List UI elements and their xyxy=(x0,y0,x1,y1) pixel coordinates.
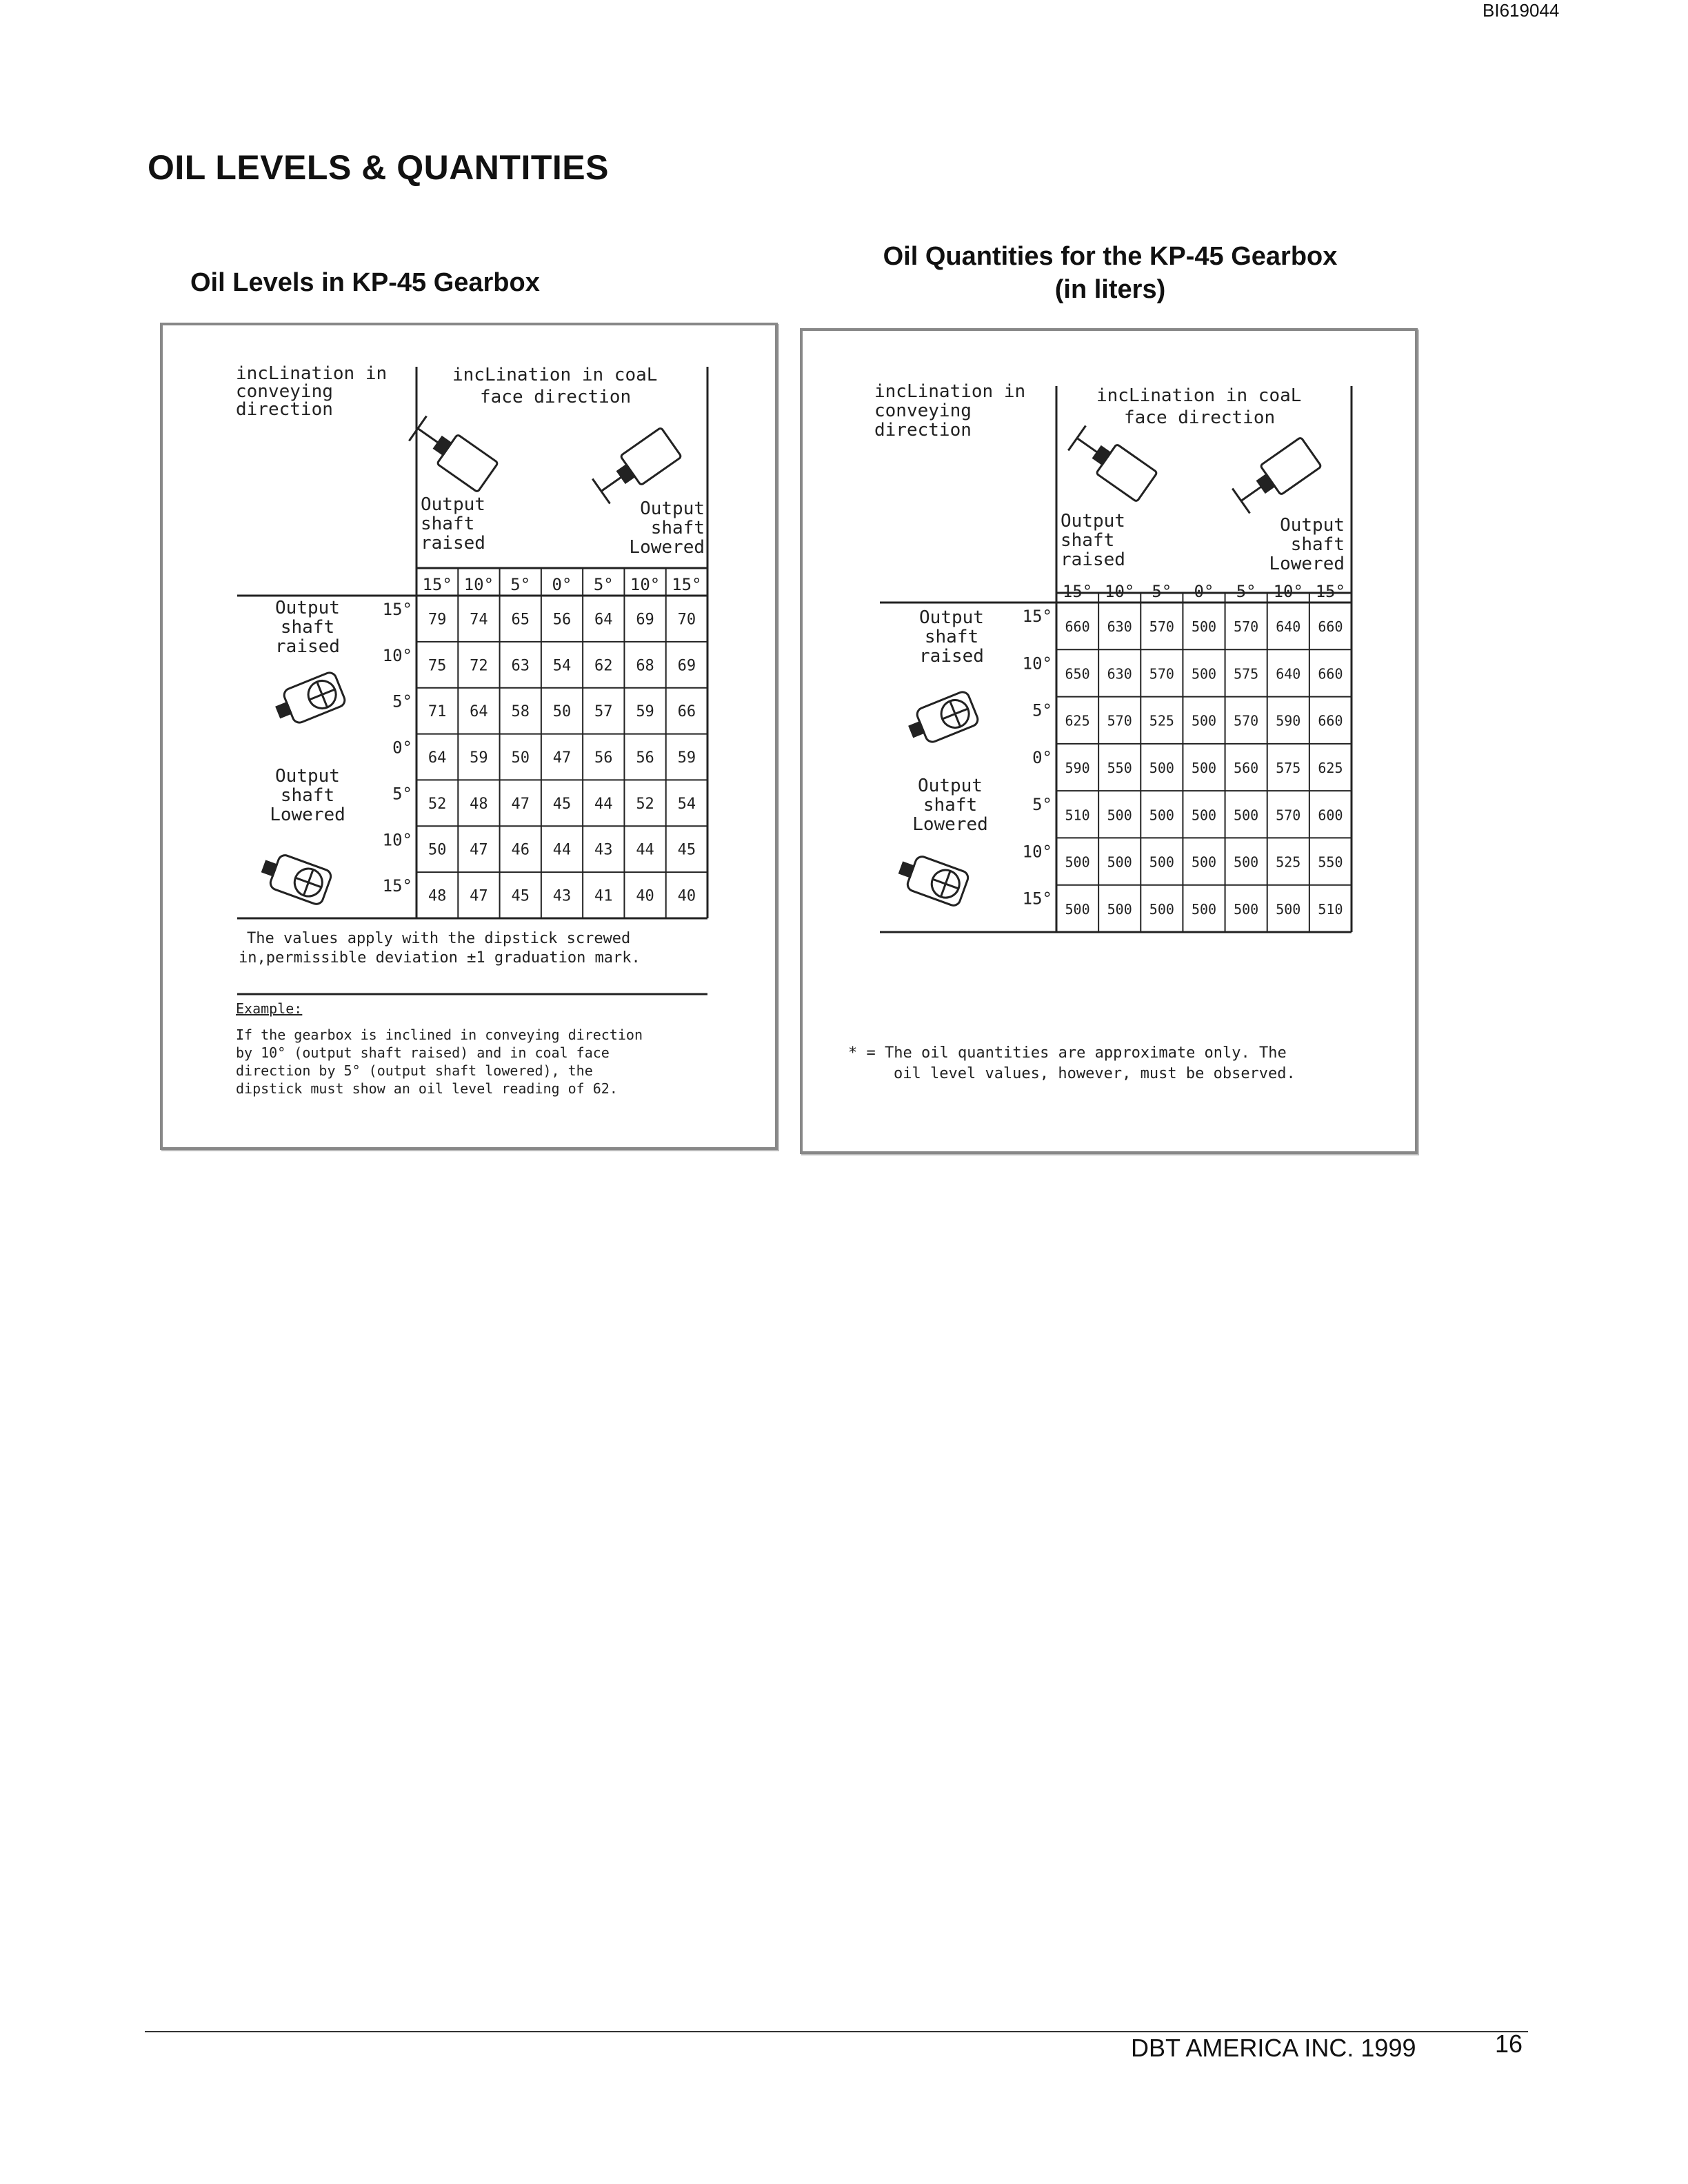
table-cell: 47 xyxy=(511,795,530,813)
column-header: 15° xyxy=(672,575,702,594)
column-header: 5° xyxy=(1236,582,1256,601)
row-group-raised-line-2: shaft xyxy=(924,627,979,647)
row-header: 0° xyxy=(392,738,412,758)
oil-levels-diagram xyxy=(163,325,775,1147)
table-cell: 59 xyxy=(470,749,488,767)
column-header: 10° xyxy=(463,575,494,594)
table-cell: 570 xyxy=(1149,665,1174,682)
table-cell: 500 xyxy=(1149,900,1174,918)
row-group-raised-line-1: Output xyxy=(275,598,340,618)
footer-rule xyxy=(145,2031,1528,2032)
oil-quantities-diagram xyxy=(803,331,1415,1151)
table-cell: 75 xyxy=(428,657,447,675)
table-cell: 43 xyxy=(552,887,572,905)
table-cell: 590 xyxy=(1276,712,1301,729)
row-group-lowered-line-1: Output xyxy=(918,776,983,796)
corner-label-line-3: direction xyxy=(236,399,333,420)
raised-header-line-1: Output xyxy=(421,494,485,515)
raised-header-line-2: shaft xyxy=(1061,530,1115,551)
row-group-raised-line-3: raised xyxy=(919,646,984,667)
row-group-lowered-line-3: Lowered xyxy=(912,814,988,835)
table-cell: 56 xyxy=(636,749,654,767)
table-cell: 48 xyxy=(470,795,488,813)
lowered-header-line-1: Output xyxy=(640,498,705,519)
table-cell: 59 xyxy=(677,749,696,767)
gearbox-side-raised-icon xyxy=(905,690,979,748)
raised-header-line-2: shaft xyxy=(421,514,475,534)
table-cell: 56 xyxy=(552,611,572,629)
column-header: 0° xyxy=(552,575,572,594)
table-cell: 570 xyxy=(1149,618,1174,636)
table-cell: 500 xyxy=(1065,853,1090,871)
table-cell: 54 xyxy=(552,657,572,675)
table-cell: 70 xyxy=(677,611,696,629)
table-cell: 570 xyxy=(1276,807,1301,824)
table-cell: 65 xyxy=(511,611,530,629)
row-header: 15° xyxy=(382,600,412,619)
row-header: 10° xyxy=(1022,654,1052,674)
table-cell: 69 xyxy=(677,657,696,675)
table-cell: 500 xyxy=(1234,853,1259,871)
table-cell: 590 xyxy=(1065,760,1090,776)
table-cell: 44 xyxy=(636,841,654,859)
raised-header-line-3: raised xyxy=(421,533,485,554)
table-cell: 66 xyxy=(677,703,696,721)
row-header: 10° xyxy=(382,645,412,665)
table-cell: 69 xyxy=(636,611,654,629)
table-cell: 575 xyxy=(1276,760,1301,776)
table-cell: 570 xyxy=(1107,712,1132,729)
row-header: 0° xyxy=(1032,747,1052,767)
row-group-lowered-line-1: Output xyxy=(275,766,340,787)
table-cell: 47 xyxy=(470,841,488,859)
table-cell: 47 xyxy=(552,749,572,767)
header-label-line-2: face direction xyxy=(480,387,632,407)
table-cell: 52 xyxy=(636,795,654,813)
row-header: 10° xyxy=(1022,842,1052,862)
table-cell: 45 xyxy=(677,841,696,859)
table-cell: 500 xyxy=(1234,900,1259,918)
table-cell: 56 xyxy=(594,749,613,767)
table-cell: 40 xyxy=(677,887,696,905)
gearbox-lowered-icon xyxy=(591,427,681,506)
oil-quantities-title-line-2: (in liters) xyxy=(1054,275,1166,304)
gearbox-side-raised-icon xyxy=(272,671,346,729)
table-cell: 560 xyxy=(1234,760,1259,776)
table-cell: 59 xyxy=(636,703,654,721)
corner-label-line-1: incLination in xyxy=(874,381,1026,402)
column-header: 0° xyxy=(1194,582,1214,601)
quantities-note-line-1: * = The oil quantities are approximate only. The xyxy=(848,1044,1287,1062)
table-cell: 500 xyxy=(1149,853,1174,871)
table-cell: 510 xyxy=(1318,900,1343,918)
table-cell: 510 xyxy=(1065,807,1090,824)
header-label-line-2: face direction xyxy=(1124,407,1276,428)
table-cell: 79 xyxy=(428,611,447,629)
table-cell: 525 xyxy=(1149,712,1174,729)
table-cell: 45 xyxy=(552,795,572,813)
header-label-line-1: incLination in coaL xyxy=(452,365,658,385)
row-header: 5° xyxy=(1032,700,1052,720)
header-label-line-1: incLination in coaL xyxy=(1096,385,1302,406)
example-line-4: dipstick must show an oil level reading of 62. xyxy=(236,1080,618,1097)
gearbox-raised-icon xyxy=(408,414,498,492)
table-cell: 625 xyxy=(1065,712,1090,729)
table-cell: 44 xyxy=(552,841,572,859)
row-group-lowered-line-2: shaft xyxy=(923,795,978,816)
corner-label-line-1: incLination in xyxy=(236,363,388,384)
table-cell: 500 xyxy=(1191,900,1217,918)
table-cell: 41 xyxy=(594,887,613,905)
quantities-note-line-2: oil level values, however, must be observed. xyxy=(894,1065,1296,1082)
oil-levels-figure xyxy=(160,323,778,1150)
table-cell: 550 xyxy=(1107,760,1132,776)
table-cell: 45 xyxy=(511,887,530,905)
table-cell: 570 xyxy=(1234,618,1259,636)
corner-label-line-2: conveying xyxy=(874,401,972,421)
gearbox-lowered-icon xyxy=(1231,437,1321,516)
footer-company: DBT AMERICA INC. 1999 xyxy=(1131,2034,1416,2062)
row-header: 5° xyxy=(392,784,412,804)
table-cell: 500 xyxy=(1191,853,1217,871)
row-header: 5° xyxy=(1032,795,1052,815)
raised-header-line-1: Output xyxy=(1061,511,1125,532)
table-cell: 64 xyxy=(470,703,488,721)
table-cell: 500 xyxy=(1191,665,1217,682)
document-id: BI619044 xyxy=(1483,0,1560,21)
row-group-lowered-line-2: shaft xyxy=(280,785,335,806)
table-cell: 500 xyxy=(1191,760,1217,776)
row-group-raised-line-2: shaft xyxy=(280,617,335,638)
gearbox-raised-icon xyxy=(1067,423,1157,502)
levels-note-line-2: in,permissible deviation ±1 graduation mark. xyxy=(239,949,641,967)
lowered-header-line-1: Output xyxy=(1280,515,1345,536)
table-cell: 525 xyxy=(1276,853,1301,871)
table-cell: 54 xyxy=(677,795,696,813)
table-cell: 640 xyxy=(1276,618,1301,636)
column-header: 10° xyxy=(630,575,661,594)
table-cell: 500 xyxy=(1149,807,1174,824)
table-cell: 500 xyxy=(1107,900,1132,918)
table-cell: 500 xyxy=(1191,618,1217,636)
table-cell: 68 xyxy=(636,657,654,675)
lowered-header-line-2: shaft xyxy=(650,518,705,538)
oil-quantities-figure xyxy=(800,328,1418,1154)
row-header: 15° xyxy=(1022,889,1052,909)
row-header: 10° xyxy=(382,830,412,850)
gearbox-side-lowered-icon xyxy=(895,851,969,907)
row-group-raised-line-1: Output xyxy=(919,607,984,628)
row-header: 15° xyxy=(382,876,412,896)
table-cell: 500 xyxy=(1191,712,1217,729)
column-header: 15° xyxy=(422,575,452,594)
lowered-header-line-2: shaft xyxy=(1290,534,1345,555)
example-line-1: If the gearbox is inclined in conveying direction xyxy=(236,1027,643,1043)
table-cell: 640 xyxy=(1276,665,1301,682)
table-cell: 62 xyxy=(594,657,613,675)
table-cell: 630 xyxy=(1107,665,1132,682)
table-cell: 50 xyxy=(511,749,530,767)
table-cell: 50 xyxy=(428,841,447,859)
table-cell: 625 xyxy=(1318,760,1343,776)
table-cell: 71 xyxy=(428,703,447,721)
table-cell: 660 xyxy=(1318,618,1343,636)
column-header: 15° xyxy=(1062,582,1093,601)
lowered-header-line-3: Lowered xyxy=(629,537,705,558)
table-cell: 570 xyxy=(1234,712,1259,729)
table-cell: 63 xyxy=(511,657,530,675)
column-header: 5° xyxy=(1152,582,1172,601)
table-cell: 600 xyxy=(1318,807,1343,824)
column-header: 15° xyxy=(1315,582,1346,601)
example-line-3: direction by 5° (output shaft lowered), the xyxy=(236,1062,593,1079)
table-cell: 660 xyxy=(1318,665,1343,682)
table-cell: 500 xyxy=(1107,807,1132,824)
corner-label-line-2: conveying xyxy=(236,381,333,402)
table-cell: 630 xyxy=(1107,618,1132,636)
table-cell: 47 xyxy=(470,887,488,905)
column-header: 5° xyxy=(593,575,614,594)
table-cell: 550 xyxy=(1318,853,1343,871)
table-cell: 660 xyxy=(1318,712,1343,729)
table-cell: 500 xyxy=(1276,900,1301,918)
table-cell: 650 xyxy=(1065,665,1090,682)
row-group-raised-line-3: raised xyxy=(275,636,340,657)
table-cell: 57 xyxy=(594,703,613,721)
oil-levels-title: Oil Levels in KP-45 Gearbox xyxy=(190,268,540,297)
raised-header-line-3: raised xyxy=(1061,549,1125,570)
page-number: 16 xyxy=(1495,2030,1523,2058)
table-cell: 500 xyxy=(1065,900,1090,918)
oil-quantities-title xyxy=(814,240,1407,306)
table-cell: 64 xyxy=(428,749,447,767)
table-cell: 72 xyxy=(470,657,488,675)
table-cell: 40 xyxy=(636,887,654,905)
example-label: Example: xyxy=(236,1000,303,1017)
table-cell: 46 xyxy=(511,841,530,859)
gearbox-side-lowered-icon xyxy=(258,849,332,906)
lowered-header-line-3: Lowered xyxy=(1269,554,1345,574)
example-line-2: by 10° (output shaft raised) and in coal face xyxy=(236,1044,610,1061)
table-cell: 500 xyxy=(1191,807,1217,824)
table-cell: 52 xyxy=(428,795,447,813)
table-cell: 500 xyxy=(1149,760,1174,776)
row-header: 15° xyxy=(1022,607,1052,626)
table-cell: 43 xyxy=(594,841,613,859)
table-cell: 500 xyxy=(1107,853,1132,871)
row-header: 5° xyxy=(392,691,412,711)
corner-label-line-3: direction xyxy=(874,420,972,441)
table-cell: 48 xyxy=(428,887,447,905)
table-cell: 74 xyxy=(470,611,488,629)
column-header: 10° xyxy=(1105,582,1135,601)
table-cell: 64 xyxy=(594,611,613,629)
table-cell: 58 xyxy=(511,703,530,721)
row-group-lowered-line-3: Lowered xyxy=(270,805,345,825)
page-title: OIL LEVELS & QUANTITIES xyxy=(148,148,609,187)
table-cell: 44 xyxy=(594,795,613,813)
column-header: 10° xyxy=(1273,582,1303,601)
table-cell: 500 xyxy=(1234,807,1259,824)
table-cell: 660 xyxy=(1065,618,1090,636)
table-cell: 575 xyxy=(1234,665,1259,682)
oil-quantities-title-line-1: Oil Quantities for the KP-45 Gearbox xyxy=(883,242,1338,271)
levels-note-line-1: The values apply with the dipstick screwed xyxy=(247,930,631,947)
table-cell: 50 xyxy=(552,703,572,721)
column-header: 5° xyxy=(510,575,531,594)
